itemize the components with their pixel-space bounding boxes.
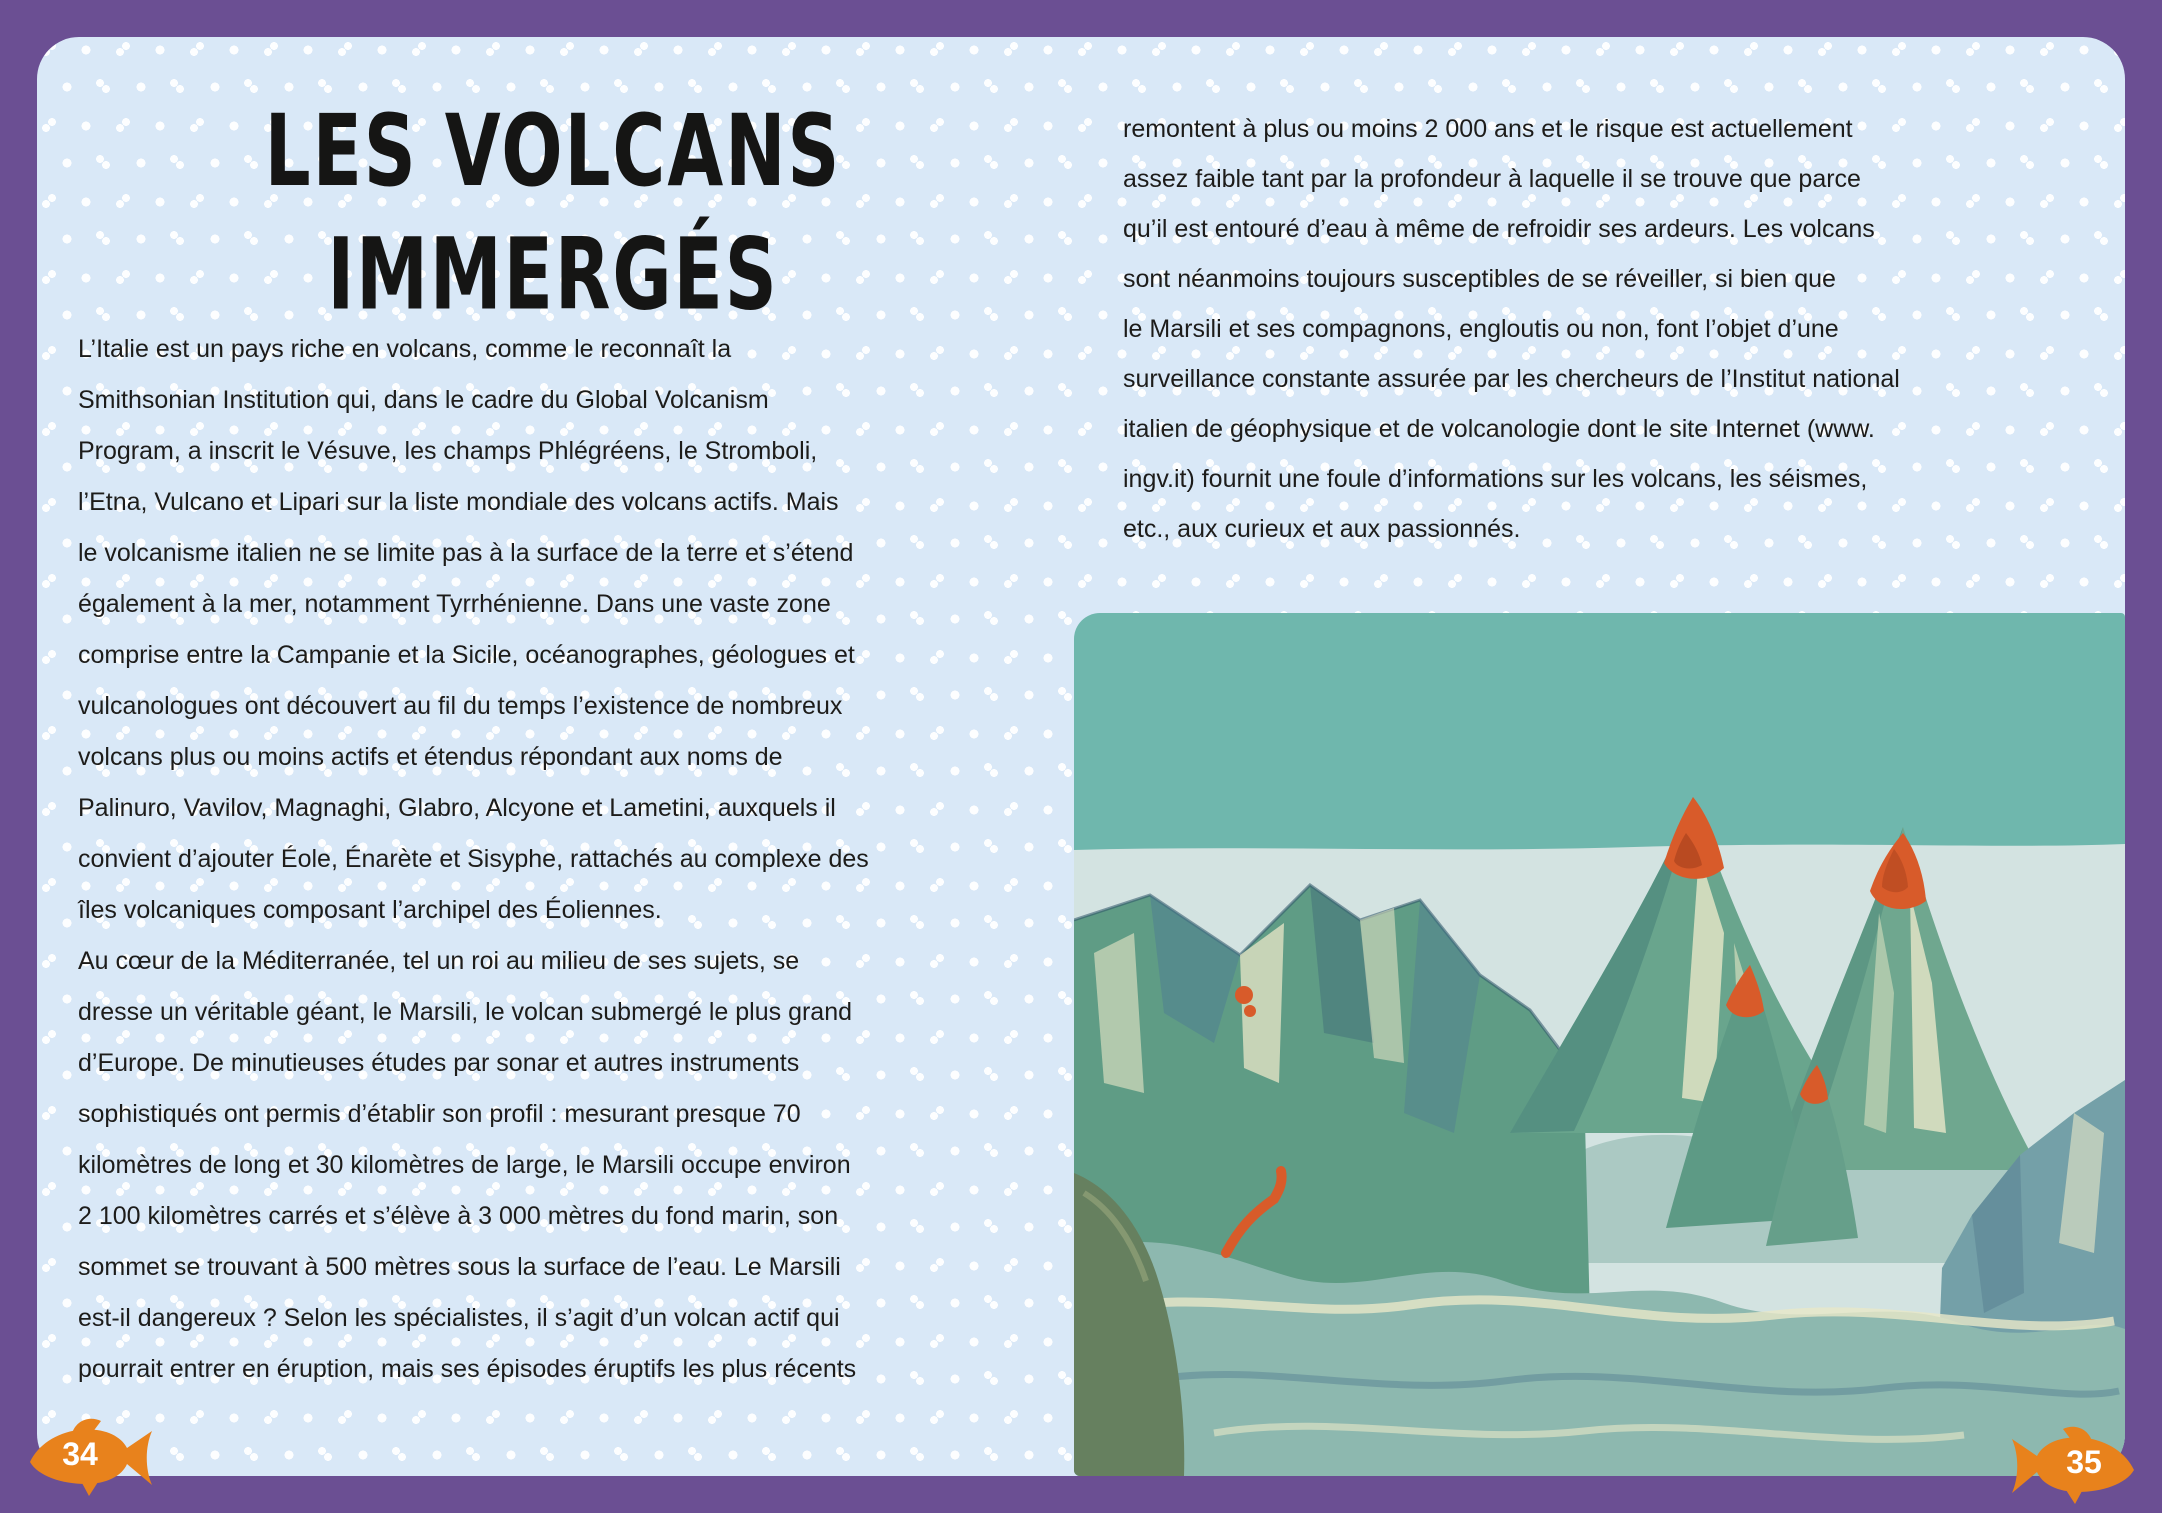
chapter-title-line2: IMMERGÉS [327, 216, 779, 333]
chapter-title [102, 89, 1005, 336]
right-page-text: remontent à plus ou moins 2 000 ans et le risque est actuellement assez faible tant par la profondeur à laquelle il se trouve que parce qu’il est entouré d’eau à même de refroidir ses ardeurs. Les volcans sont néanmoins toujours susceptibles de se réveiller, si bien que le Marsili et ses compagnons, engloutis ou non, font l’objet d’une surveillance constante assurée par les chercheurs de l’Institut national italien de géophysique et de volcanologie dont le site Internet (www. ingv.it) fournit une foule d’informations sur les volcans, les séismes, etc., aux curieux et aux passionnés. [1123, 115, 1900, 543]
chapter-title-line1: LES VOLCANS [264, 92, 842, 209]
page-number: 34 [62, 1436, 98, 1472]
left-page-text: L’Italie est un pays riche en volcans, comme le reconnaît la Smithsonian Institution qui, dans le cadre du Global Volcanism Program, a inscrit le Vésuve, les champs Phlégréens, le Stromboli, l’Etna, Vulcano et Lipari sur la liste mondiale des volcans actifs. Mais le volcanisme italien ne se limite pas à la surface de la terre et s’étend également à la mer, notamment Tyrrhénienne. Dans une vaste zone comprise entre la Campanie et la Sicile, océanographes, géologues et vulcanologues ont découvert au fil du temps l’existence de nombreux volcans plus ou moins actifs et étendus répondant aux noms de Palinuro, Vavilov, Magnaghi, Glabro, Alcyone et Lametini, auxquels il convient d’ajouter Éole, Énarète et Sisyphe, rattachés au complexe des îles volcaniques composant l’archipel des Éoliennes. Au cœur de la Méditerranée, tel un roi au milieu de ses sujets, se dresse un véritable géant, le Marsili, le volcan submergé le plus grand d’Europe. De minutieuses études par sonar et autres instruments sophistiqués ont permis d’établir son profil : mesurant presque 70 kilomètres de long et 30 kilomètres de large, le Marsili occupe environ 2 100 kilomètres carrés et s’élève à 3 000 mètres du fond marin, son sommet se trouvant à 500 mètres sous la surface de l’eau. Le Marsili est-il dangereux ? Selon les spécialistes, il s’agit d’un volcan actif qui pourrait entrer en éruption, mais ses épisodes éruptifs les plus récents [78, 335, 869, 1383]
page-number-fish-left [22, 1412, 162, 1502]
illustration-art [1074, 613, 2125, 1476]
underwater-volcanoes-illustration [1074, 613, 2125, 1476]
page-spread-background [37, 37, 2125, 1476]
page-number-fish-right [2002, 1420, 2142, 1510]
page-number: 35 [2066, 1444, 2102, 1480]
